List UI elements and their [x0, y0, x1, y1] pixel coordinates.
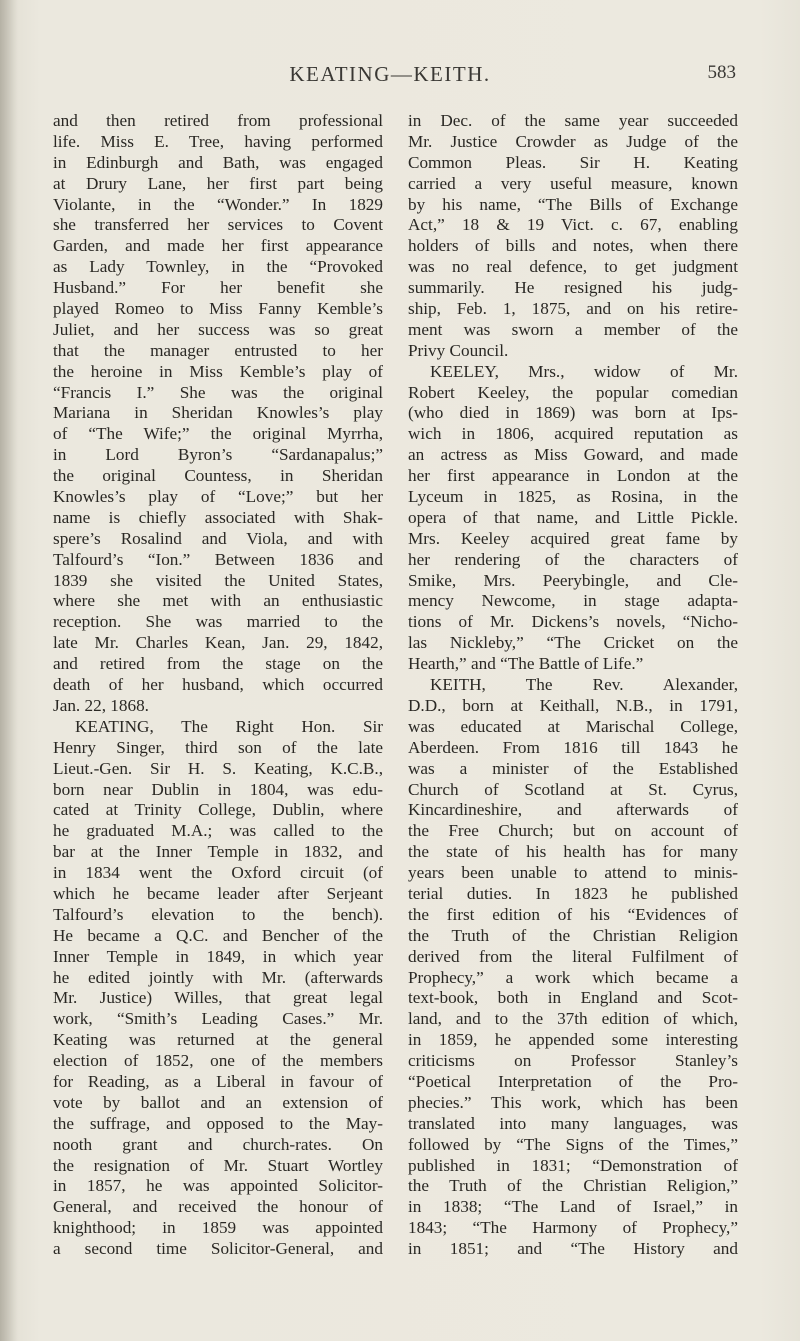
- text-line: Jan. 22, 1868.: [53, 695, 149, 715]
- text-line: Privy Council.: [408, 340, 509, 360]
- text-line: Inner Temple in 1849, in which year: [53, 946, 383, 966]
- text-line: published in 1831; “Demonstration of: [408, 1155, 738, 1175]
- text-line: phecies.” This work, which has been: [408, 1092, 738, 1112]
- text-line: the first edition of his “Evidences of: [408, 904, 738, 924]
- text-line: (who died in 1869) was born at Ips-: [408, 403, 738, 423]
- text-line: in 1859, he appended some interesting: [408, 1030, 738, 1050]
- text-line: in 1838; “The Land of Israel,” in: [408, 1197, 738, 1217]
- text-line: a second time Solicitor-General, and: [53, 1239, 383, 1259]
- text-line: followed by “The Signs of the Times,”: [408, 1134, 738, 1154]
- text-line: in Edinburgh and Bath, was engaged: [53, 152, 383, 172]
- text-line: death of her husband, which occurred: [53, 675, 383, 695]
- text-line: He became a Q.C. and Bencher of the: [53, 925, 383, 945]
- left-text-column: [53, 111, 383, 1260]
- text-line: her rendering of the characters of: [408, 549, 738, 569]
- text-line: land, and to the 37th edition of which,: [408, 1009, 738, 1029]
- text-line: KEATING, The Right Hon. Sir: [75, 716, 383, 736]
- text-line: Lyceum in 1825, as Rosina, in the: [408, 487, 738, 507]
- text-line: General, and received the honour of: [53, 1197, 383, 1217]
- text-line: ship, Feb. 1, 1875, and on his retire-: [408, 299, 738, 319]
- text-line: KEELEY, Mrs., widow of Mr.: [430, 361, 738, 381]
- text-line: text-book, both in England and Scot-: [408, 988, 738, 1008]
- text-line: D.D., born at Keithall, N.B., in 1791,: [408, 695, 738, 715]
- text-line: Act,” 18 & 19 Vict. c. 67, enabling: [408, 215, 738, 235]
- text-line: Violante, in the “Wonder.” In 1829: [53, 194, 383, 214]
- text-line: spere’s Rosalind and Viola, and with: [53, 528, 383, 548]
- text-line: life. Miss E. Tree, having performed: [53, 131, 383, 151]
- text-line: holders of bills and notes, when there: [408, 236, 738, 256]
- text-line: Hearth,” and “The Battle of Life.”: [408, 654, 644, 674]
- text-line: Prophecy,” a work which became a: [408, 967, 738, 987]
- text-line: Mariana in Sheridan Knowles’s play: [53, 403, 383, 423]
- text-line: for Reading, as a Liberal in favour of: [53, 1071, 383, 1091]
- text-line: Mr. Justice) Willes, that great legal: [53, 988, 383, 1008]
- text-line: at Drury Lane, her first part being: [53, 173, 383, 193]
- text-line: las Nickleby,” “The Cricket on the: [408, 633, 738, 653]
- text-line: Keating was returned at the general: [53, 1030, 383, 1050]
- text-line: mency Newcome, in stage adapta-: [408, 591, 738, 611]
- text-line: in 1834 went the Oxford circuit (of: [53, 863, 383, 883]
- page-number: 583: [707, 62, 736, 83]
- text-line: the Truth of the Christian Religion,”: [408, 1176, 738, 1196]
- text-line: translated into many languages, was: [408, 1113, 738, 1133]
- text-line: tions of Mr. Dickens’s novels, “Nicho-: [408, 612, 738, 632]
- text-line: late Mr. Charles Kean, Jan. 29, 1842,: [53, 633, 383, 653]
- text-line: name is chiefly associated with Shak-: [53, 507, 383, 527]
- text-line: the resignation of Mr. Stuart Wortley: [53, 1155, 383, 1175]
- text-line: ment was sworn a member of the: [408, 319, 738, 339]
- text-line: Lieut.-Gen. Sir H. S. Keating, K.C.B.,: [53, 758, 383, 778]
- text-line: in 1851; and “The History and: [408, 1239, 738, 1259]
- text-line: the suffrage, and opposed to the May-: [53, 1113, 383, 1133]
- text-line: that the manager entrusted to her: [53, 340, 383, 360]
- text-line: 1843; “The Harmony of Prophecy,”: [408, 1218, 738, 1238]
- text-line: Robert Keeley, the popular comedian: [408, 382, 738, 402]
- text-line: 1839 she visited the United States,: [53, 570, 383, 590]
- text-line: derived from the literal Fulfilment of: [408, 946, 738, 966]
- text-line: born near Dublin in 1804, was edu-: [53, 779, 383, 799]
- text-line: he edited jointly with Mr. (afterwards: [53, 967, 383, 987]
- text-line: years been unable to attend to minis-: [408, 863, 738, 883]
- running-head: [0, 62, 800, 92]
- text-line: Garden, and made her first appearance: [53, 236, 383, 256]
- text-line: in Lord Byron’s “Sardanapalus;”: [53, 445, 383, 465]
- text-line: vote by ballot and an extension of: [53, 1092, 383, 1112]
- text-line: knighthood; in 1859 was appointed: [53, 1218, 383, 1238]
- text-line: Juliet, and her success was so great: [53, 319, 383, 339]
- text-line: was educated at Marischal College,: [408, 716, 738, 736]
- text-line: Husband.” For her benefit she: [53, 278, 383, 298]
- text-line: her first appearance in London at the: [408, 466, 738, 486]
- text-line: was a minister of the Established: [408, 758, 738, 778]
- text-line: Talfourd’s “Ion.” Between 1836 and: [53, 549, 383, 569]
- text-line: she transferred her services to Covent: [53, 215, 383, 235]
- text-line: Smike, Mrs. Peerybingle, and Cle-: [408, 570, 738, 590]
- text-line: “Poetical Interpretation of the Pro-: [408, 1071, 738, 1091]
- text-line: which he became leader after Serjeant: [53, 883, 383, 903]
- text-line: Talfourd’s elevation to the bench).: [53, 904, 383, 924]
- text-line: summarily. He resigned his judg-: [408, 278, 738, 298]
- text-line: an actress as Miss Goward, and made: [408, 445, 738, 465]
- text-line: as Lady Townley, in the “Provoked: [53, 257, 383, 277]
- text-line: the state of his health has for many: [408, 842, 738, 862]
- text-line: in Dec. of the same year succeeded: [408, 111, 738, 130]
- text-line: opera of that name, and Little Pickle.: [408, 507, 738, 527]
- text-line: election of 1852, one of the members: [53, 1051, 383, 1071]
- text-line: the original Countess, in Sheridan: [53, 466, 383, 486]
- text-line: the Free Church; but on account of: [408, 821, 738, 841]
- text-line: bar at the Inner Temple in 1832, and: [53, 842, 383, 862]
- text-line: Church of Scotland at St. Cyrus,: [408, 779, 738, 799]
- text-line: and retired from the stage on the: [53, 654, 383, 674]
- text-line: by his name, “The Bills of Exchange: [408, 194, 738, 214]
- text-line: of “The Wife;” the original Myrrha,: [53, 424, 383, 444]
- running-head-title: KEATING—KEITH.: [289, 62, 491, 86]
- text-line: work, “Smith’s Leading Cases.” Mr.: [53, 1009, 383, 1029]
- text-line: he graduated M.A.; was called to the: [53, 821, 383, 841]
- right-text-column: [408, 111, 738, 1260]
- text-line: reception. She was married to the: [53, 612, 383, 632]
- text-line: in 1857, he was appointed Solicitor-: [53, 1176, 383, 1196]
- text-line: nooth grant and church-rates. On: [53, 1134, 383, 1154]
- text-line: was no real defence, to get judgment: [408, 257, 738, 277]
- text-line: the heroine in Miss Kemble’s play of: [53, 361, 383, 381]
- text-line: carried a very useful measure, known: [408, 173, 738, 193]
- text-line: cated at Trinity College, Dublin, where: [53, 800, 383, 820]
- text-line: criticisms on Professor Stanley’s: [408, 1051, 738, 1071]
- text-line: Mr. Justice Crowder as Judge of the: [408, 131, 738, 151]
- text-line: terial duties. In 1823 he published: [408, 883, 738, 903]
- gutter-shadow: [0, 0, 18, 1341]
- text-line: Common Pleas. Sir H. Keating: [408, 152, 738, 172]
- text-line: KEITH, The Rev. Alexander,: [430, 675, 738, 695]
- text-line: “Francis I.” She was the original: [53, 382, 383, 402]
- text-line: where she met with an enthusiastic: [53, 591, 383, 611]
- text-line: Aberdeen. From 1816 till 1843 he: [408, 737, 738, 757]
- text-line: and then retired from professional: [53, 111, 383, 130]
- text-line: Kincardineshire, and afterwards of: [408, 800, 738, 820]
- text-line: wich in 1806, acquired reputation as: [408, 424, 738, 444]
- text-line: Knowles’s play of “Love;” but her: [53, 487, 383, 507]
- text-line: the Truth of the Christian Religion: [408, 925, 738, 945]
- text-line: Mrs. Keeley acquired great fame by: [408, 528, 738, 548]
- text-line: Henry Singer, third son of the late: [53, 737, 383, 757]
- text-line: played Romeo to Miss Fanny Kemble’s: [53, 299, 383, 319]
